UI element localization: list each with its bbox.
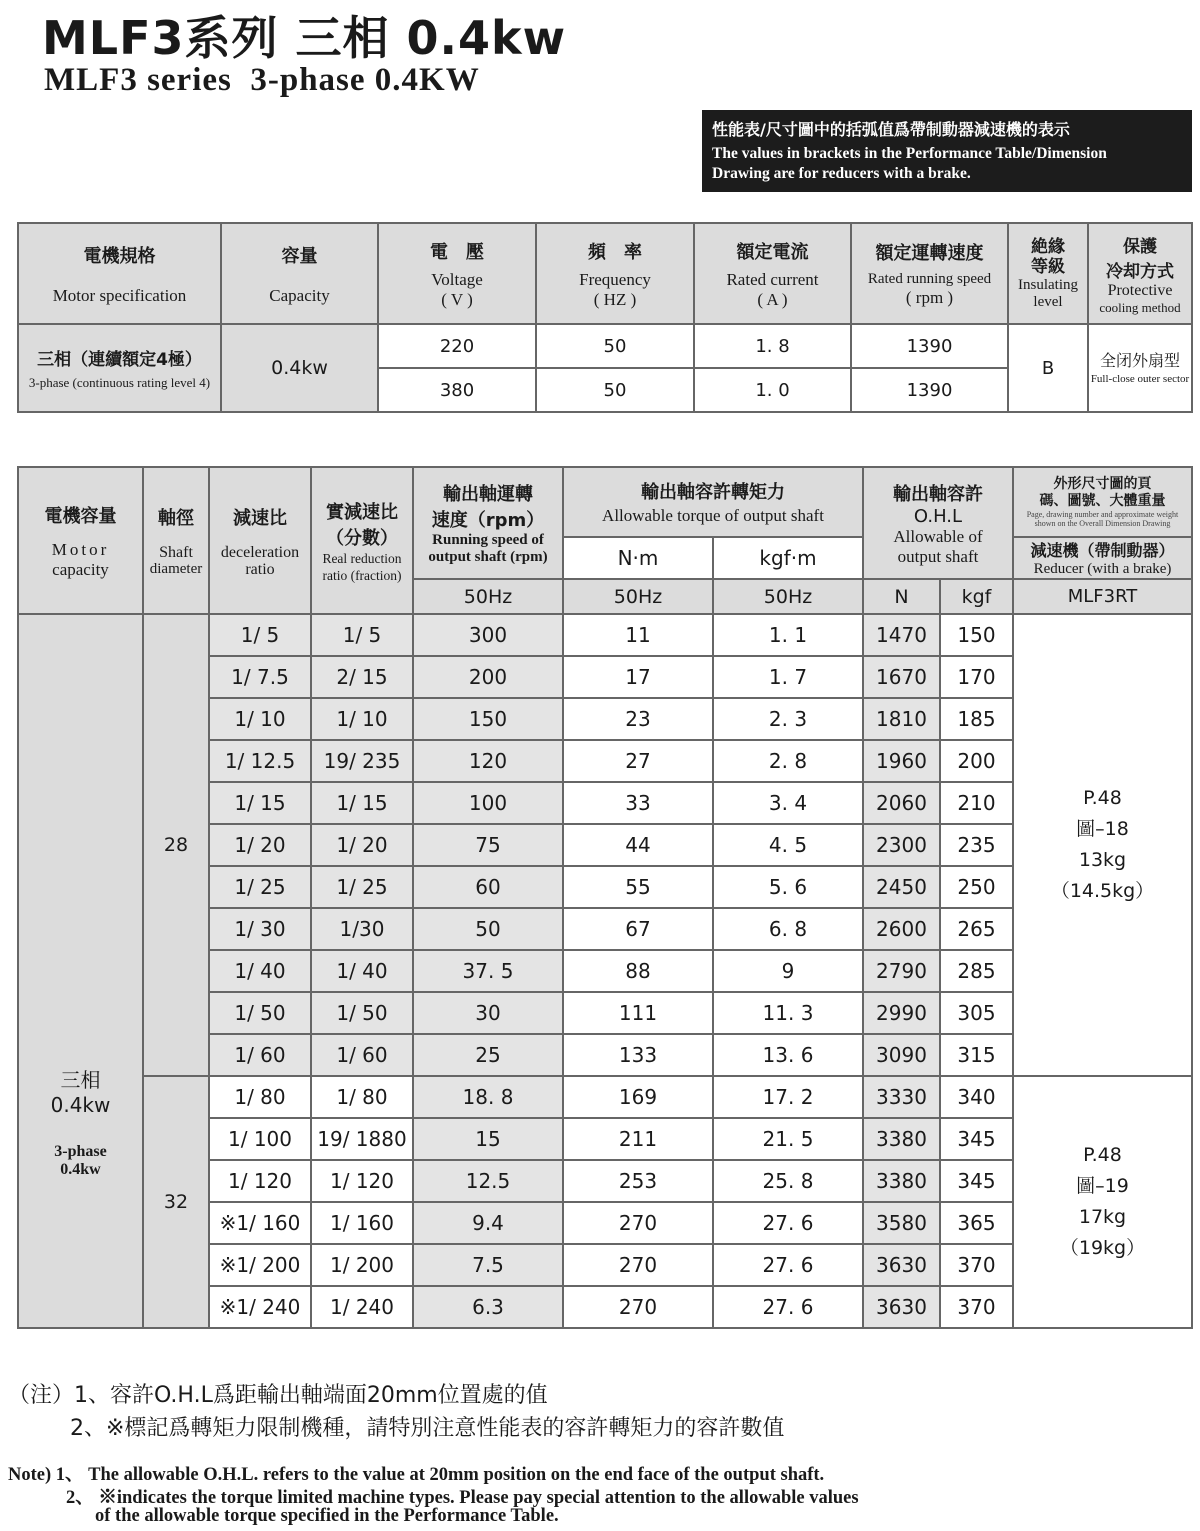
- perf-cell-nm: 67: [563, 908, 713, 950]
- footnote-en-3: of the allowable torque specified in the Performance Table.: [95, 1506, 559, 1526]
- perf-cell-kgf: 340: [940, 1076, 1013, 1118]
- spec-header-motor-zh: 電機規格: [83, 245, 156, 267]
- perf-header-hz-nm: 50Hz: [563, 579, 713, 614]
- perf-cell-kgf: 170: [940, 656, 1013, 698]
- perf-cell-kgfm: 6. 8: [713, 908, 863, 950]
- spec-header-speed: [851, 223, 1008, 324]
- perf-cell-speed: 120: [413, 740, 563, 782]
- bracket-note-zh: 性能表/尺寸圖中的括弧值爲帶制動器減速機的表示: [712, 120, 1070, 139]
- page-title-zh: MLF3系列 三相 0.4kw: [42, 11, 567, 65]
- perf-cell-kgfm: 27. 6: [713, 1286, 863, 1328]
- perf-header-n: N: [863, 579, 940, 614]
- perf-cell-nm: 55: [563, 866, 713, 908]
- perf-cell-ratio: 1/ 7.5: [209, 656, 311, 698]
- perf-header-hz-kgfm: 50Hz: [713, 579, 863, 614]
- perf-cell-ratio: 1/ 120: [209, 1160, 311, 1202]
- perf-header-real-en1: Real reduction: [322, 550, 402, 566]
- perf-cell-nm: 23: [563, 698, 713, 740]
- perf-cell-kgf: 345: [940, 1160, 1013, 1202]
- perf-header-ratio-en2: ratio: [245, 560, 275, 578]
- perf-cell-speed: 15: [413, 1118, 563, 1160]
- perf-cell-real: 19/ 235: [311, 740, 413, 782]
- perf-cell-n: 3330: [863, 1076, 940, 1118]
- spec-header-capacity-en: Capacity: [269, 285, 330, 305]
- perf-header-motor-en1: Motor: [51, 539, 110, 559]
- perf-cell-speed: 300: [413, 614, 563, 656]
- spec-header-freq-unit: ( HZ ): [593, 289, 637, 309]
- perf-header-real-en2: ratio (fraction): [322, 567, 402, 583]
- perf-header-ohl-en1: Allowable of: [893, 526, 983, 546]
- perf-cell-ratio: 1/ 60: [209, 1034, 311, 1076]
- perf-cell-kgfm: 11. 3: [713, 992, 863, 1034]
- bracket-note-box: [702, 110, 1192, 192]
- perf-cell-kgfm: 3. 4: [713, 782, 863, 824]
- perf-cell-nm: 17: [563, 656, 713, 698]
- perf-cell-speed: 37. 5: [413, 950, 563, 992]
- perf-cell-nm: 211: [563, 1118, 713, 1160]
- perf-motor-zh1: 三相: [60, 1067, 101, 1092]
- spec-header-current-en: Rated current: [726, 269, 819, 289]
- perf-cell-kgf: 210: [940, 782, 1013, 824]
- spec-header-freq-zh: 頻 率: [588, 241, 642, 263]
- spec-header-speed-en: Rated running speed: [867, 271, 992, 287]
- spec-voltage-1: 220: [378, 324, 536, 368]
- perf-cell-nm: 133: [563, 1034, 713, 1076]
- perf-header-dim-en-small: Page, drawing number and approximate weight shown on the Overall Dimension Drawing: [1026, 510, 1179, 528]
- perf-motor-en2: 0.4kw: [60, 1160, 101, 1178]
- footnote-en-1: Note) 1、 The allowable O.H.L. refers to the value at 20mm position on the end face of the output shaft.: [8, 1465, 825, 1485]
- perf-cell-speed: 60: [413, 866, 563, 908]
- dim-page: P.48: [1083, 1144, 1122, 1166]
- perf-cell-ratio: 1/ 20: [209, 824, 311, 866]
- perf-header-nm: N·m: [563, 537, 713, 579]
- spec-header-insul-en2: level: [1033, 293, 1063, 310]
- spec-header-capacity: [221, 223, 378, 324]
- perf-cell-kgf: 235: [940, 824, 1013, 866]
- spec-header-cooling: [1088, 223, 1192, 324]
- table-row: [18, 1076, 1192, 1118]
- perf-header-rs-zh2: 速度（rpm）: [431, 510, 545, 531]
- perf-cell-speed: 9.4: [413, 1202, 563, 1244]
- spec-header-insulation: [1008, 223, 1088, 324]
- perf-cell-speed: 50: [413, 908, 563, 950]
- perf-cell-ratio: 1/ 50: [209, 992, 311, 1034]
- perf-cell-kgf: 315: [940, 1034, 1013, 1076]
- perf-cell-n: 2600: [863, 908, 940, 950]
- perf-cell-speed: 100: [413, 782, 563, 824]
- spec-insulation-cell: B: [1008, 324, 1088, 412]
- spec-current-1: 1. 8: [694, 324, 851, 368]
- spec-header-current: [694, 223, 851, 324]
- perf-cell-speed: 12.5: [413, 1160, 563, 1202]
- perf-cell-ratio: 1/ 15: [209, 782, 311, 824]
- perf-cell-n: 3630: [863, 1244, 940, 1286]
- perf-cell-speed: 200: [413, 656, 563, 698]
- perf-header-running-speed: [413, 467, 563, 579]
- perf-header-reducer: [1013, 537, 1192, 579]
- perf-cell-ratio: 1/ 100: [209, 1118, 311, 1160]
- spec-voltage-2: 380: [378, 368, 536, 412]
- perf-header-kgf: kgf: [940, 579, 1013, 614]
- perf-header-model: MLF3RT: [1013, 579, 1192, 614]
- spec-header-cool-en1: Protective: [1107, 281, 1173, 299]
- perf-dimension-cell: [1013, 1076, 1192, 1328]
- spec-header-insul-en1: Insulating: [1018, 276, 1078, 293]
- perf-cell-nm: 270: [563, 1286, 713, 1328]
- perf-cell-kgfm: 27. 6: [713, 1244, 863, 1286]
- spec-freq-2: 50: [536, 368, 694, 412]
- perf-cell-nm: 33: [563, 782, 713, 824]
- spec-motor-en: 3-phase (continuous rating level 4): [28, 375, 211, 390]
- perf-header-motor: [18, 467, 143, 614]
- perf-cell-nm: 11: [563, 614, 713, 656]
- perf-cell-kgf: 370: [940, 1244, 1013, 1286]
- perf-header-red-en: Reducer (with a brake): [1033, 561, 1172, 577]
- perf-cell-ratio: 1/ 40: [209, 950, 311, 992]
- perf-motor-en1: 3-phase: [54, 1142, 107, 1160]
- perf-cell-speed: 30: [413, 992, 563, 1034]
- dim-weight: 13kg: [1078, 849, 1127, 871]
- perf-cell-n: 1810: [863, 698, 940, 740]
- spec-header-current-zh: 額定電流: [736, 241, 809, 263]
- spec-cooling-cell: [1088, 324, 1192, 412]
- perf-cell-speed: 25: [413, 1034, 563, 1076]
- perf-header-shaft-zh: 軸徑: [158, 507, 194, 529]
- perf-header-rs-en1: Running speed of: [432, 532, 544, 548]
- perf-cell-n: 2060: [863, 782, 940, 824]
- perf-cell-speed: 18. 8: [413, 1076, 563, 1118]
- perf-cell-kgfm: 27. 6: [713, 1202, 863, 1244]
- footnote-zh-2: 2、※標記爲轉矩力限制機種，請特別注意性能表的容許轉矩力的容許數值: [70, 1416, 785, 1441]
- perf-header-dim-zh1: 外形尺寸圖的頁: [1053, 476, 1152, 492]
- dim-figure: 圖–19: [1076, 1175, 1129, 1197]
- perf-cell-speed: 7.5: [413, 1244, 563, 1286]
- perf-cell-kgf: 185: [940, 698, 1013, 740]
- perf-cell-kgf: 345: [940, 1118, 1013, 1160]
- perf-cell-real: 1/30: [311, 908, 413, 950]
- dim-weight-brake: （19kg）: [1059, 1237, 1146, 1259]
- perf-cell-nm: 44: [563, 824, 713, 866]
- spec-header-voltage-zh: 電 壓: [430, 241, 484, 263]
- perf-cell-kgf: 370: [940, 1286, 1013, 1328]
- perf-cell-ratio: ※1/ 160: [209, 1202, 311, 1244]
- spec-header-current-unit: ( A ): [757, 289, 788, 309]
- spec-header-cool-zh1: 保護: [1123, 236, 1157, 257]
- perf-cell-real: 1/ 160: [311, 1202, 413, 1244]
- perf-cell-ratio: ※1/ 240: [209, 1286, 311, 1328]
- perf-cell-speed: 75: [413, 824, 563, 866]
- spec-current-2: 1. 0: [694, 368, 851, 412]
- spec-header-cool-en2: cooling method: [1099, 299, 1181, 315]
- spec-speed-2: 1390: [851, 368, 1008, 412]
- performance-table: [17, 466, 1193, 1329]
- perf-cell-nm: 111: [563, 992, 713, 1034]
- perf-cell-kgfm: 17. 2: [713, 1076, 863, 1118]
- perf-cell-kgfm: 21. 5: [713, 1118, 863, 1160]
- dim-figure: 圖–18: [1076, 818, 1129, 840]
- perf-header-torque-zh: 輸出軸容許轉矩力: [641, 482, 785, 503]
- spec-speed-1: 1390: [851, 324, 1008, 368]
- perf-cell-n: 3090: [863, 1034, 940, 1076]
- spec-header-insul-zh: 絶緣等級: [1031, 236, 1065, 277]
- perf-cell-kgf: 150: [940, 614, 1013, 656]
- bracket-note-en-2: Drawing are for reducers with a brake.: [712, 165, 971, 182]
- perf-cell-n: 1960: [863, 740, 940, 782]
- perf-cell-kgfm: 25. 8: [713, 1160, 863, 1202]
- page-title-en: MLF3 series 3-phase 0.4KW: [44, 62, 480, 98]
- perf-cell-ratio: 1/ 25: [209, 866, 311, 908]
- perf-cell-kgfm: 2. 3: [713, 698, 863, 740]
- spec-cooling-en: Full-close outer sector: [1090, 373, 1190, 385]
- perf-cell-real: 1/ 240: [311, 1286, 413, 1328]
- perf-cell-ratio: 1/ 10: [209, 698, 311, 740]
- perf-cell-real: 1/ 20: [311, 824, 413, 866]
- perf-cell-n: 3380: [863, 1118, 940, 1160]
- spec-motor-zh: 三相（連續額定4極）: [37, 350, 202, 370]
- perf-header-ohl: [863, 467, 1013, 579]
- perf-header-ohl-en2: output shaft: [897, 546, 979, 566]
- perf-header-shaft-en1: Shaft: [159, 543, 193, 561]
- performance-table-body: [18, 614, 1192, 1328]
- perf-cell-real: 1/ 120: [311, 1160, 413, 1202]
- perf-cell-kgfm: 4. 5: [713, 824, 863, 866]
- perf-cell-nm: 253: [563, 1160, 713, 1202]
- bracket-note-en-1: The values in brackets in the Performance Table/Dimension: [712, 145, 1107, 162]
- spec-capacity-cell: 0.4kw: [221, 324, 378, 412]
- perf-motor-zh2: 0.4kw: [50, 1092, 111, 1117]
- perf-header-ohl-zh2: O.H.L: [913, 505, 963, 527]
- perf-cell-n: 3380: [863, 1160, 940, 1202]
- spec-header-voltage: [378, 223, 536, 324]
- perf-cell-ratio: 1/ 12.5: [209, 740, 311, 782]
- perf-cell-n: 3580: [863, 1202, 940, 1244]
- perf-cell-kgfm: 5. 6: [713, 866, 863, 908]
- perf-cell-nm: 270: [563, 1244, 713, 1286]
- perf-cell-n: 2990: [863, 992, 940, 1034]
- perf-header-rs-en2: output shaft (rpm): [428, 549, 548, 565]
- perf-cell-real: 1/ 40: [311, 950, 413, 992]
- perf-motor-capacity-cell: [18, 614, 143, 1328]
- motor-spec-table: [17, 222, 1193, 413]
- perf-header-ratio-en1: deceleration: [220, 543, 300, 561]
- perf-header-ohl-zh1: 輸出軸容許: [893, 483, 983, 505]
- footnote-en-2: 2、 ※indicates the torque limited machine types. Please pay special attention to the allowable values: [66, 1488, 859, 1508]
- perf-cell-n: 1470: [863, 614, 940, 656]
- spec-header-voltage-unit: ( V ): [441, 289, 473, 309]
- perf-cell-nm: 169: [563, 1076, 713, 1118]
- spec-header-cool-zh2: 冷却方式: [1106, 261, 1174, 282]
- spec-header-motor: [18, 223, 221, 324]
- perf-cell-real: 1/ 25: [311, 866, 413, 908]
- perf-cell-kgf: 265: [940, 908, 1013, 950]
- perf-cell-kgf: 250: [940, 866, 1013, 908]
- perf-cell-nm: 27: [563, 740, 713, 782]
- perf-cell-real: 1/ 60: [311, 1034, 413, 1076]
- perf-header-hz-speed: 50Hz: [413, 579, 563, 614]
- perf-cell-kgfm: 1. 7: [713, 656, 863, 698]
- perf-cell-real: 1/ 15: [311, 782, 413, 824]
- perf-header-motor-zh: 電機容量: [44, 505, 117, 527]
- perf-cell-kgf: 200: [940, 740, 1013, 782]
- spec-header-capacity-zh: 容量: [281, 245, 318, 267]
- spec-header-freq-en: Frequency: [579, 269, 651, 289]
- perf-header-shaft: [143, 467, 209, 614]
- perf-header-shaft-en2: diameter: [149, 560, 203, 577]
- spec-freq-1: 50: [536, 324, 694, 368]
- perf-header-dim-zh2: 碼、圖號、大體重量: [1039, 493, 1166, 509]
- spec-cooling-zh: 全闭外扇型: [1099, 351, 1180, 370]
- perf-cell-kgfm: 9: [713, 950, 863, 992]
- perf-cell-kgfm: 1. 1: [713, 614, 863, 656]
- perf-header-ratio: [209, 467, 311, 614]
- perf-cell-kgfm: 13. 6: [713, 1034, 863, 1076]
- perf-cell-ratio: 1/ 30: [209, 908, 311, 950]
- perf-header-real-zh1: 實減速比: [326, 501, 398, 523]
- spec-header-speed-unit: ( rpm ): [905, 288, 954, 307]
- perf-cell-speed: 6.3: [413, 1286, 563, 1328]
- footnote-zh-1: （注）1、容許O.H.L爲距輸出軸端面20mm位置處的值: [8, 1383, 548, 1408]
- perf-cell-nm: 88: [563, 950, 713, 992]
- perf-cell-ratio: 1/ 5: [209, 614, 311, 656]
- perf-cell-speed: 150: [413, 698, 563, 740]
- perf-cell-kgf: 305: [940, 992, 1013, 1034]
- perf-cell-ratio: 1/ 80: [209, 1076, 311, 1118]
- spec-header-frequency: [536, 223, 694, 324]
- perf-cell-n: 2450: [863, 866, 940, 908]
- spec-header-motor-en: Motor specification: [52, 285, 187, 305]
- perf-cell-ratio: ※1/ 200: [209, 1244, 311, 1286]
- spec-motor-cell: [18, 324, 221, 412]
- perf-cell-kgf: 365: [940, 1202, 1013, 1244]
- perf-header-ratio-zh: 減速比: [233, 507, 287, 529]
- spec-header-voltage-en: Voltage: [431, 269, 483, 289]
- perf-cell-n: 1670: [863, 656, 940, 698]
- perf-cell-nm: 270: [563, 1202, 713, 1244]
- perf-header-red-zh: 減速機（帶制動器）: [1030, 541, 1175, 560]
- dim-page: P.48: [1083, 787, 1122, 809]
- spec-header-speed-zh: 額定運轉速度: [875, 243, 984, 264]
- perf-header-rs-zh1: 輸出軸運轉: [443, 484, 533, 505]
- perf-header-real-ratio: [311, 467, 413, 614]
- perf-dimension-cell: [1013, 614, 1192, 1076]
- perf-cell-n: 2790: [863, 950, 940, 992]
- perf-cell-real: 1/ 5: [311, 614, 413, 656]
- perf-shaft-diameter-cell: 28: [143, 614, 209, 1076]
- perf-cell-kgfm: 2. 8: [713, 740, 863, 782]
- perf-header-dimension: [1013, 467, 1192, 537]
- perf-header-torque: [563, 467, 863, 537]
- perf-cell-real: 2/ 15: [311, 656, 413, 698]
- perf-header-torque-en: Allowable torque of output shaft: [602, 506, 824, 525]
- perf-cell-real: 1/ 50: [311, 992, 413, 1034]
- dim-weight: 17kg: [1078, 1206, 1127, 1228]
- perf-cell-real: 1/ 200: [311, 1244, 413, 1286]
- perf-cell-real: 1/ 10: [311, 698, 413, 740]
- perf-header-real-zh2: （分數）: [326, 527, 398, 549]
- dim-weight-brake: （14.5kg）: [1050, 880, 1155, 902]
- perf-cell-real: 19/ 1880: [311, 1118, 413, 1160]
- perf-header-kgfm: kgf·m: [713, 537, 863, 579]
- perf-cell-n: 3630: [863, 1286, 940, 1328]
- table-row: [18, 614, 1192, 656]
- perf-shaft-diameter-cell: 32: [143, 1076, 209, 1328]
- perf-cell-n: 2300: [863, 824, 940, 866]
- perf-header-motor-en2: capacity: [52, 559, 109, 579]
- perf-cell-real: 1/ 80: [311, 1076, 413, 1118]
- perf-cell-kgf: 285: [940, 950, 1013, 992]
